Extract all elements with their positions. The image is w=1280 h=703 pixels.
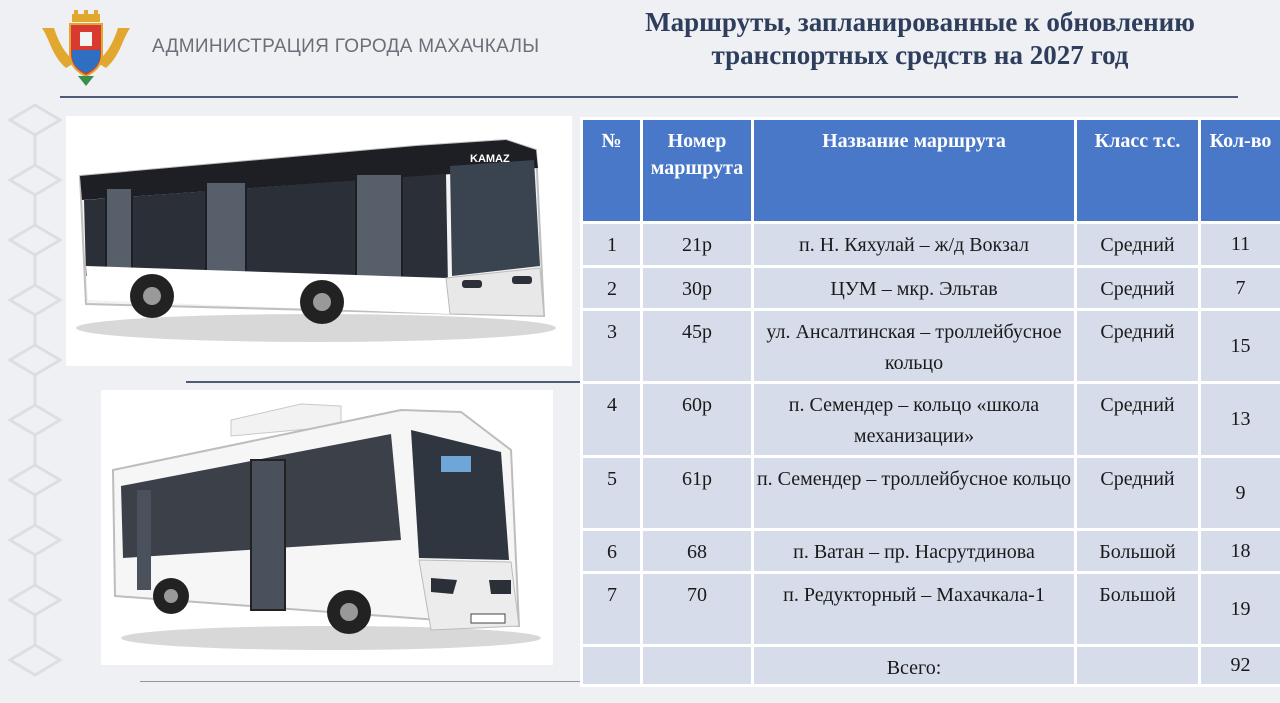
cell-num: 1 bbox=[582, 223, 642, 267]
table-row bbox=[582, 310, 1280, 383]
cell-num: 4 bbox=[582, 383, 642, 457]
cell-count: 19 bbox=[1200, 573, 1280, 646]
cell-route-name: п. Семендер – троллейбусное кольцо bbox=[753, 457, 1076, 530]
col-header-number: № bbox=[582, 119, 642, 223]
cell-count: 13 bbox=[1200, 383, 1280, 457]
slide-title: Маршруты, запланированные к обновлению транспортных средств на 2027 год bbox=[645, 7, 1195, 70]
cell-route: 61р bbox=[642, 457, 753, 530]
cell-count: 11 bbox=[1200, 223, 1280, 267]
cell-route: 70 bbox=[642, 573, 753, 646]
table-header-row bbox=[582, 119, 1280, 223]
cell-class: Средний bbox=[1076, 223, 1200, 267]
cell-route: 45р bbox=[642, 310, 753, 383]
midsize-bus-illustration bbox=[101, 390, 553, 665]
routes-table bbox=[580, 117, 1280, 687]
cell-class: Средний bbox=[1076, 457, 1200, 530]
col-header-route-number: Номер маршрута bbox=[642, 119, 753, 223]
cell-class: Большой bbox=[1076, 530, 1200, 573]
total-label: Всего: bbox=[753, 646, 1076, 686]
total-count: 92 bbox=[1200, 646, 1280, 686]
cell-route: 21р bbox=[642, 223, 753, 267]
cell-empty bbox=[642, 646, 753, 686]
cell-class: Средний bbox=[1076, 310, 1200, 383]
cell-class: Средний bbox=[1076, 267, 1200, 310]
cell-num: 2 bbox=[582, 267, 642, 310]
cell-class: Средний bbox=[1076, 383, 1200, 457]
cell-empty bbox=[582, 646, 642, 686]
cell-route-name: ЦУМ – мкр. Эльтав bbox=[753, 267, 1076, 310]
table-row bbox=[582, 383, 1280, 457]
photo-divider bbox=[186, 381, 580, 383]
cell-route-name: п. Н. Кяхулай – ж/д Вокзал bbox=[753, 223, 1076, 267]
cell-route: 30р bbox=[642, 267, 753, 310]
bus-photo-medium bbox=[101, 390, 553, 665]
col-header-vehicle-class: Класс т.с. bbox=[1076, 119, 1200, 223]
cell-count: 18 bbox=[1200, 530, 1280, 573]
cell-count: 7 bbox=[1200, 267, 1280, 310]
table-row bbox=[582, 530, 1280, 573]
cell-count: 15 bbox=[1200, 310, 1280, 383]
cell-num: 5 bbox=[582, 457, 642, 530]
cell-empty bbox=[1076, 646, 1200, 686]
cell-route-name: п. Редукторный – Махачкала-1 bbox=[753, 573, 1076, 646]
cell-num: 3 bbox=[582, 310, 642, 383]
table-row bbox=[582, 457, 1280, 530]
table-row bbox=[582, 223, 1280, 267]
table-row bbox=[582, 267, 1280, 310]
city-emblem-icon bbox=[36, 10, 136, 88]
cell-count: 9 bbox=[1200, 457, 1280, 530]
col-header-route-name: Название маршрута bbox=[753, 119, 1076, 223]
cell-num: 7 bbox=[582, 573, 642, 646]
cell-route: 68 bbox=[642, 530, 753, 573]
cell-route-name: ул. Ансалтинская – троллейбусное кольцо bbox=[753, 310, 1076, 383]
cell-num: 6 bbox=[582, 530, 642, 573]
ornament-pattern bbox=[0, 100, 70, 690]
cell-route: 60р bbox=[642, 383, 753, 457]
cell-route-name: п. Семендер – кольцо «школа механизации» bbox=[753, 383, 1076, 457]
table-row bbox=[582, 573, 1280, 646]
table-total-row bbox=[582, 646, 1280, 686]
organization-name: АДМИНИСТРАЦИЯ ГОРОДА МАХАЧКАЛЫ bbox=[152, 36, 540, 57]
cell-route-name: п. Ватан – пр. Насрутдинова bbox=[753, 530, 1076, 573]
cell-class: Большой bbox=[1076, 573, 1200, 646]
col-header-count: Кол-во bbox=[1200, 119, 1280, 223]
header-divider bbox=[60, 96, 1238, 98]
bus-photo-large bbox=[66, 116, 572, 366]
bus-brand-label: KAMAZ bbox=[470, 153, 510, 165]
city-bus-illustration bbox=[66, 116, 572, 366]
